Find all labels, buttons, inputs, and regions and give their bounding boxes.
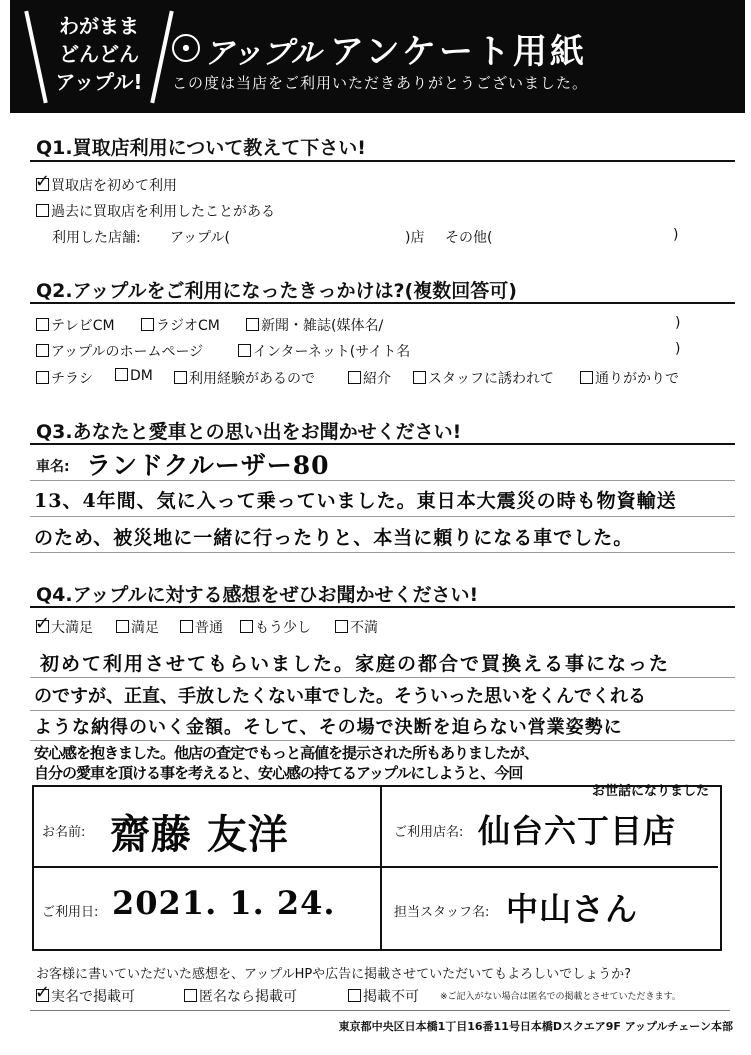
q2-option-flyer-label: チラシ xyxy=(51,371,93,387)
q2-option-experience-label: 利用経験があるので xyxy=(189,371,315,387)
q1-shop-close: ) xyxy=(673,227,679,243)
q2-internet-close: ) xyxy=(675,341,681,357)
staff-value[interactable]: 中山さん xyxy=(506,890,639,928)
consent-note: ※ご記入がない場合は匿名での掲載とさせていただきます。 xyxy=(440,992,681,1002)
q2-option-referral[interactable] xyxy=(348,368,391,388)
slogan xyxy=(40,12,158,96)
footer-address: 東京都中央区日本橋1丁目16番11号日本橋Dスクエア9F アップルチェーン本部 xyxy=(338,1020,733,1033)
form-subtitle: この度は当店をご利用いただきありがとうございました。 xyxy=(172,74,589,92)
q2-divider xyxy=(30,302,735,304)
q1-option-first-time[interactable] xyxy=(36,175,177,195)
store-value[interactable]: 仙台六丁目店 xyxy=(478,812,677,850)
q4-answer-line-6[interactable]: お世話になりました xyxy=(592,784,710,799)
q2-option-passing[interactable] xyxy=(580,368,679,388)
q2-option-internet-label: インターネット(サイト名 xyxy=(253,344,411,360)
q4-option-very-satisfied[interactable] xyxy=(36,617,93,637)
checkbox[interactable] xyxy=(238,344,251,357)
checkbox-checked[interactable] xyxy=(36,620,49,633)
checkbox[interactable] xyxy=(335,620,348,633)
consent-no-label: 掲載不可 xyxy=(363,989,419,1005)
checkbox[interactable] xyxy=(36,344,49,357)
checkbox[interactable] xyxy=(115,368,128,381)
q4-option-very-satisfied-label: 大満足 xyxy=(51,620,93,636)
q2-option-passing-label: 通りがかりで xyxy=(595,371,679,387)
q2-option-news[interactable] xyxy=(246,315,383,335)
q2-option-homepage-label: アップルのホームページ xyxy=(51,344,204,360)
slogan-line-2: どんどん xyxy=(59,42,139,66)
consent-question: お客様に書いていただいた感想を、アップルHPや広告に掲載させていただいてもよろしいでしょうか? xyxy=(36,967,632,982)
q1-option-used-before[interactable] xyxy=(36,201,275,221)
q2-title: Q2.アップルをご利用になったきっかけは?(複数回答可) xyxy=(36,280,517,302)
apple-logo-icon: ● xyxy=(172,34,200,62)
q4-option-unsatisfied-label: 不満 xyxy=(350,620,378,636)
q4-answer-line-2[interactable]: のですが、正直、手放したくない車でした。そういった思いをくんでくれる xyxy=(34,686,646,707)
consent-real-name[interactable] xyxy=(36,986,135,1006)
footer-divider xyxy=(30,1010,730,1011)
q1-title: Q1.買取店利用について教えて下さい! xyxy=(36,137,366,159)
checkbox[interactable] xyxy=(36,204,49,217)
q4-answer-line-4[interactable]: 安心感を抱きました。他店の査定でもっと高値を提示された所もありましたが、 xyxy=(34,744,539,762)
name-value[interactable]: 齋藤 友洋 xyxy=(110,811,289,858)
q2-option-staff-label: スタッフに誘われて xyxy=(428,371,554,387)
q2-option-radio[interactable] xyxy=(141,315,220,335)
q3-rule-1 xyxy=(30,480,735,481)
q3-answer-line-1[interactable]: 13、4年間、気に入って乗っていました。東日本大震災の時も物資輸送 xyxy=(34,490,677,512)
store-label: ご利用店名: xyxy=(394,825,464,840)
q2-option-tv-label: テレビCM xyxy=(51,318,115,334)
slogan-line-1: わがまま xyxy=(59,14,139,38)
checkbox[interactable] xyxy=(184,989,197,1002)
checkbox[interactable] xyxy=(348,989,361,1002)
q4-option-unsatisfied[interactable] xyxy=(335,617,378,637)
checkbox-checked[interactable] xyxy=(36,178,49,191)
q1-divider xyxy=(30,160,735,162)
q3-car-label: 車名: xyxy=(36,459,70,475)
consent-real-name-label: 実名で掲載可 xyxy=(51,989,135,1005)
q1-shop-other: その他( xyxy=(445,230,493,246)
q3-rule-2 xyxy=(30,516,735,517)
q1-option-used-before-label: 過去に買取店を利用したことがある xyxy=(51,204,275,220)
q2-option-radio-label: ラジオCM xyxy=(156,318,220,334)
checkbox[interactable] xyxy=(174,371,187,384)
q4-rule-1 xyxy=(30,677,735,678)
name-label: お名前: xyxy=(42,825,86,840)
q4-answer-line-5[interactable]: 自分の愛車を頂ける事を考えると、安心感の持てるアップルにしようと、今回 xyxy=(34,764,523,782)
date-label: ご利用日: xyxy=(42,905,99,920)
checkbox[interactable] xyxy=(180,620,193,633)
checkbox[interactable] xyxy=(580,371,593,384)
checkbox[interactable] xyxy=(36,371,49,384)
consent-no[interactable] xyxy=(348,986,419,1006)
q2-option-tv[interactable] xyxy=(36,315,115,335)
q4-title: Q4.アップルに対する感想をぜひお聞かせください! xyxy=(36,584,479,606)
consent-anonymous[interactable] xyxy=(184,986,297,1006)
q4-divider xyxy=(30,606,735,608)
q2-option-homepage[interactable] xyxy=(36,341,203,361)
q3-title: Q3.あなたと愛車との思い出をお聞かせください! xyxy=(36,421,462,443)
q1-shop-store: )店 xyxy=(405,230,425,246)
q1-option-first-time-label: 買取店を初めて利用 xyxy=(51,178,177,194)
q2-option-experience[interactable] xyxy=(174,368,315,388)
q4-answer-line-1[interactable]: 初めて利用させてもらいました。家庭の都合で買換える事になった xyxy=(40,653,671,675)
q3-car-name[interactable]: ランドクルーザー80 xyxy=(86,451,330,480)
checkbox[interactable] xyxy=(246,318,259,331)
checkbox-checked[interactable] xyxy=(36,989,49,1002)
q2-news-close: ) xyxy=(675,315,681,331)
q2-option-referral-label: 紹介 xyxy=(363,371,391,387)
checkbox[interactable] xyxy=(240,620,253,633)
brand-logo: アップル xyxy=(204,36,321,71)
q2-option-staff[interactable] xyxy=(413,368,554,388)
checkbox[interactable] xyxy=(348,371,361,384)
q1-shop-apple: アップル( xyxy=(170,230,230,246)
q4-option-satisfied-label: 満足 xyxy=(131,620,159,636)
q4-rule-2 xyxy=(30,710,735,711)
date-value[interactable]: 2021. 1. 24. xyxy=(112,884,336,922)
slogan-line-3: アップル! xyxy=(55,70,143,94)
info-box-vertical-divider xyxy=(380,785,382,949)
consent-anonymous-label: 匿名なら掲載可 xyxy=(199,989,297,1005)
q4-option-satisfied[interactable] xyxy=(116,617,159,637)
q4-option-more[interactable] xyxy=(240,617,311,637)
q4-option-normal[interactable] xyxy=(180,617,223,637)
q3-answer-line-2[interactable]: のため、被災地に一緒に行ったりと、本当に頼りになる車でした。 xyxy=(34,527,634,549)
q2-option-dm-label: DM xyxy=(130,368,153,384)
form-title: アンケート用紙 xyxy=(330,32,587,72)
checkbox[interactable] xyxy=(36,318,49,331)
q2-option-news-label: 新聞・雑誌(媒体名/ xyxy=(261,318,384,334)
q1-shop-label: 利用した店舗: xyxy=(52,230,141,246)
q2-option-internet[interactable] xyxy=(238,341,410,361)
q4-option-normal-label: 普通 xyxy=(195,620,223,636)
q4-option-more-label: もう少し xyxy=(255,620,311,636)
q2-option-dm[interactable] xyxy=(115,368,153,384)
q4-rule-3 xyxy=(30,740,735,741)
q2-option-flyer[interactable] xyxy=(36,368,93,388)
info-box-horizontal-divider xyxy=(32,866,718,868)
checkbox[interactable] xyxy=(141,318,154,331)
checkbox[interactable] xyxy=(413,371,426,384)
q3-divider xyxy=(30,443,735,445)
q4-answer-line-3[interactable]: ような納得のいく金額。そして、その場で決断を迫らない営業姿勢に xyxy=(34,717,623,738)
q3-rule-3 xyxy=(30,552,735,553)
checkbox[interactable] xyxy=(116,620,129,633)
staff-label: 担当スタッフ名: xyxy=(394,905,490,920)
